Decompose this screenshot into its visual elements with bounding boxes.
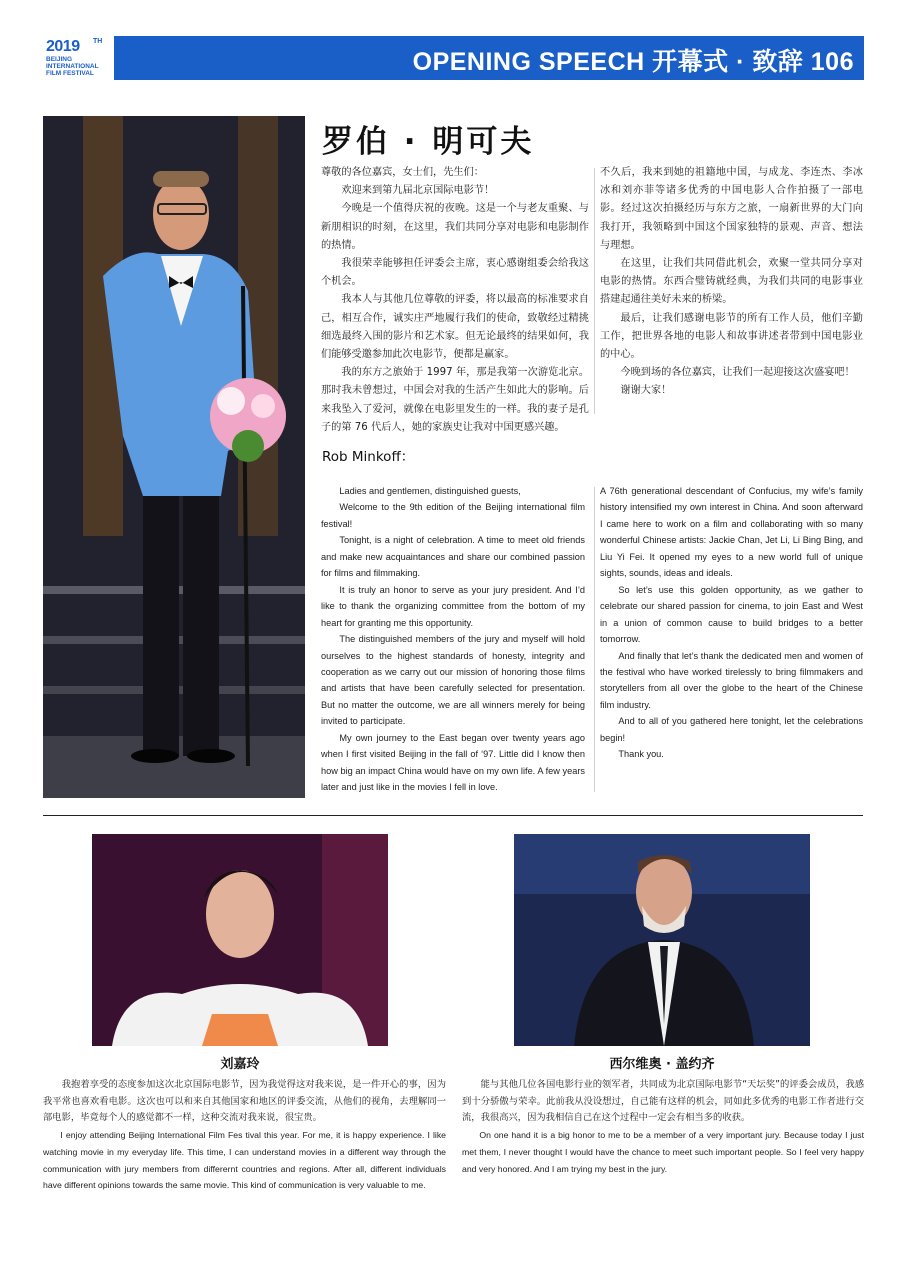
paragraph: And to all of you gathered here tonight, let the celebrations begin! [600,716,863,743]
column-divider [594,168,595,414]
juror-photo-2 [514,834,810,1046]
paragraph: 今晚到场的各位嘉宾，让我们一起迎接这次盛宴吧！ [620,367,855,379]
juror-2-statement-cn: 能与其他几位各国电影行业的领军者，共同成为北京国际电影节“天坛奖”的评委会成员，我感到十分骄傲与荣幸。此前我从没设想过，自己能有这样的机会，同如此多优秀的电影工作者进行交流，我很高兴，因为我相信自己在这个过程中一定会有相当多的收获。 [462,1079,864,1124]
speaker-name-cn: 罗伯 · 明可夫 [322,124,535,160]
column-divider [594,487,595,792]
paragraph: Ladies and gentlemen, distinguished guests, [339,486,521,496]
section-title: OPENING SPEECH 开幕式 · 致辞 106 [412,48,854,76]
juror-2-illustration [514,834,810,1046]
juror-1-statement [43,1077,446,1194]
paragraph: 在这里，让我们共同借此机会，欢聚一堂共同分享对电影的热情。东西合璧铸就经典，为我们共同的电影事业搭建起通往美好未来的桥梁。 [600,258,863,306]
paragraph: It is truly an honor to serve as your jury president. And I’d like to thank the organizing committee from the bottom of my heart for granting me this opportunity. [321,584,585,628]
juror-1-illustration [92,834,388,1046]
paragraph: 我本人与其他几位尊敬的评委，将以最高的标准要求自己，相互合作，诚实庄严地履行我们的使命，致敬经过精挑细选最终入围的影片和艺术家。但无论最终的结果如何，我们能够受邀参加此次电影节，便都是赢家。 [321,294,589,361]
logo-text [46,56,99,78]
speaker-photo [43,116,305,798]
speaker-illustration [43,116,305,798]
festival-logo [40,36,114,80]
logo-ordinal: TH [93,38,103,45]
speaker-name-en: Rob Minkoff： [322,449,415,465]
paragraph: So let’s use this golden opportunity, as we gather to celebrate our shared passion for cinema, to join East and West in a union of common cause to build bridges to a better tomorrow. [600,584,863,645]
header-bar [40,36,864,80]
paragraph: 今晚是一个值得庆祝的夜晚。这是一个与老友重聚、与新朋相识的时刻，在这里，我们共同分享对电影和电影制作的热情。 [321,203,589,251]
paragraph: My own journey to the East began over twenty years ago when I first visited Beijing in the fall of ‘97. Little did I know then how big an impact China would have on my own life. A few years later and just like in the movies I fell in love. [321,732,585,793]
paragraph: A 76th generational descendant of Confucius, my wife’s family history intensified my own interest in China. And soon afterward I came here to work on a film and collaborating with so many wonderful Chinese artists: Jackie Chan, Jet Li, Li Bing Bing, and Liu Yi Fei. It opened my eyes to a new world full of unique sights, sounds, ideas and ideals. [600,486,863,579]
paragraph: Welcome to the 9th edition of the Beijing international film festival! [321,502,585,529]
juror-name-2: 西尔维奥 · 盖约齐 [609,1057,715,1072]
logo-year: 2019 [46,38,80,55]
chinese-speech-column-1 [321,164,589,437]
paragraph: Thank you. [618,749,664,760]
paragraph: 谢谢大家！ [620,385,672,397]
logo-line: BEIJING [46,56,73,63]
chinese-speech-column-2 [600,164,863,401]
juror-name-1: 刘嘉玲 [220,1057,260,1072]
paragraph: 不久后，我来到她的祖籍地中国，与成龙、李连杰、李冰冰和刘亦菲等诸多优秀的中国电影人合作拍摄了一部电影。经过这次拍摄经历与东方之旅，一扇新世界的大门向我打开，我领略到中国这个国家独特的景观、声音、想法与理想。 [600,167,863,251]
logo-line: INTERNATIONAL [46,63,99,71]
english-speech-column-1 [321,483,585,796]
juror-1-statement-en: I enjoy attending Beijing International Film Fes tival this year. For me, it is happy experience. I like watching movie in my everyday life. This time, I can understand movies in a different way through the communication with jury members from differernt countries and regions. After all, different individuals have different opinions towards the same movie. This kind of communication is very valuable to me. [43,1130,446,1191]
english-speech-column-2 [600,483,863,763]
juror-photo-1 [92,834,388,1046]
paragraph: 尊敬的各位嘉宾，女士们，先生们： [321,167,484,178]
juror-2-statement-en: On one hand it is a big honor to me to be a member of a very important jury. Because today I just met them, I never thought I would have the chance to meet such important people. So I feel very happy and very honored. And I am trying my best in the jury. [462,1130,864,1174]
logo-line: FILM FESTIVAL [46,70,94,78]
paragraph: 我很荣幸能够担任评委会主席，衷心感谢组委会给我这个机会。 [321,258,589,288]
paragraph: 最后，让我们感谢电影节的所有工作人员，他们辛勤工作，把世界各地的电影人和故事讲述者带到中国电影业的中心。 [600,312,863,361]
juror-1-statement-cn: 我抱着享受的态度参加这次北京国际电影节，因为我觉得这对我来说，是一件开心的事，因为我平常也喜欢看电影。这次也可以和来自其他国家和地区的评委交流，从他们的视角，去理解同一部电影，毕竟每个人的感觉都不一样，这种交流对我来说，很宝贵。 [43,1079,446,1124]
paragraph: 欢迎来到第九届北京国际电影节！ [341,185,495,197]
paragraph: The distinguished members of the jury and myself will hold ourselves to the highest standards of honesty, integrity and cooperation as we carry out our mission of honoring those films and artists that have been carefully selected for presentation. But no matter the outcome, we are all winners merely for being invited to participate. [321,634,585,727]
paragraph: And finally that let’s thank the dedicated men and women of the festival who have worked tirelessly to bring filmmakers and storytellers from all over the globe to the heart of the Chinese film industry. [600,650,863,710]
juror-2-statement [462,1077,864,1177]
paragraph: 我的东方之旅始于 1997 年，那是我第一次游览北京。那时我未曾想过，中国会对我的生活产生如此大的影响。后来我坠入了爱河，就像在电影里发生的一样。我的妻子是孔子的第 76 代后人，她的家族史让我对中国更感兴趣。 [321,367,589,433]
paragraph: Tonight, is a night of celebration. A time to meet old friends and make new acquaintances and share our combined passion for films and filmmaking. [321,535,585,579]
section-divider [43,815,863,816]
